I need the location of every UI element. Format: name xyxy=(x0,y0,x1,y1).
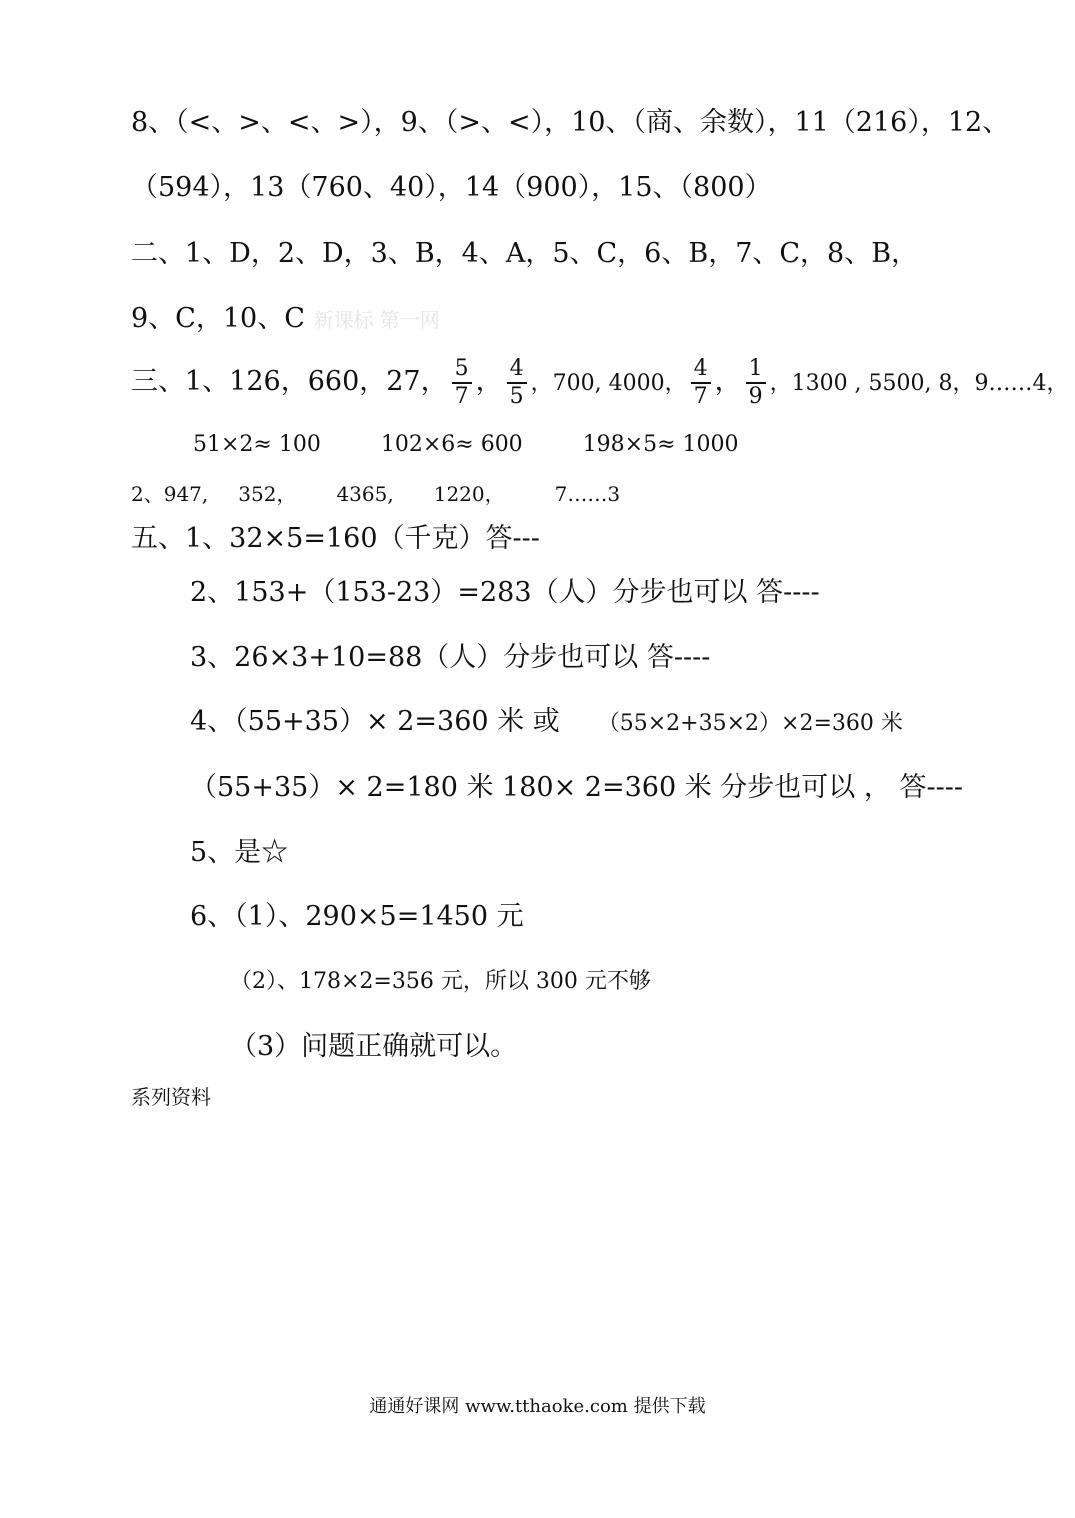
answer-line-word-6-2: （2）、178×2=356 元，所以 300 元不够 xyxy=(230,969,651,994)
estimation-line xyxy=(193,428,739,462)
estimate-2: 102×6≈ 600 xyxy=(380,432,523,457)
answer-line-word-4 xyxy=(190,705,903,741)
answer-line-fill-cont: （594），13（760、40），14（900），15、（800） xyxy=(131,172,772,203)
answer-line-word-5: 5、是☆ xyxy=(190,837,289,868)
value-3: 4365, xyxy=(336,482,394,506)
calc-text-a: 三、1、126，660，27， xyxy=(131,366,448,397)
page-footer: 通通好课网 www.tthaoke.com 提供下载 xyxy=(369,1396,706,1417)
word-4-text-a: 4、（55+35）× 2=360 米 或 xyxy=(190,706,560,737)
answer-line-fill-8-15: 8、（<、>、<、>），9、（>、<），10、（商、余数），11（216），12、 xyxy=(131,107,1010,138)
estimate-1: 51×2≈ 100 xyxy=(193,432,321,457)
answer-line-word-1: 五、1、32×5=160（千克）答--- xyxy=(131,523,540,554)
series-label: 系列资料 xyxy=(131,1085,211,1109)
answer-line-choice-cont xyxy=(131,302,440,337)
calc-text-b: ，700, 4000， xyxy=(530,371,687,396)
answer-line-choice: 二、1、D，2、D，3、B，4、A，5、C，6、B，7、C，8、B， xyxy=(131,238,919,269)
fraction-4-7: $\frac{4}{7}$ xyxy=(691,356,711,410)
fraction-4-5: $\frac{4}{5}$ xyxy=(507,356,527,410)
value-2: 352， xyxy=(238,482,297,506)
value-5: 7……3 xyxy=(554,482,621,506)
word-4-text-b: （55×2+35×2）×2=360 米 xyxy=(597,711,903,736)
value-4: 1220， xyxy=(433,482,505,506)
fraction-5-7: $\frac{5}{7}$ xyxy=(452,356,472,410)
answer-line-2 xyxy=(131,477,620,511)
choice-cont-text: 9、C，10、C xyxy=(131,303,305,334)
estimate-3: 198×5≈ 1000 xyxy=(582,432,739,457)
answer-line-word-2: 2、153+（153-23）=283（人）分步也可以 答---- xyxy=(190,577,820,608)
value-1: 2、947, xyxy=(131,482,209,506)
calc-sep-1: ， xyxy=(475,366,503,397)
watermark-text: 新课标 第一网 xyxy=(313,308,440,332)
answer-line-word-3: 3、26×3+10=88（人）分步也可以 答---- xyxy=(190,642,711,673)
answer-line-word-6: 6、（1）、290×5=1450 元 xyxy=(190,901,524,932)
answer-line-calc xyxy=(131,352,1069,414)
calc-sep-2: ， xyxy=(714,366,742,397)
calc-text-c: ，1300 , 5500, 8，9……4， xyxy=(769,371,1069,396)
answer-line-word-6-3: （3）问题正确就可以。 xyxy=(230,1031,518,1062)
fraction-1-9: $\frac{1}{9}$ xyxy=(746,356,766,410)
answer-line-word-4-alt: （55+35）× 2=180 米 180× 2=360 米 分步也可以 ， 答---- xyxy=(190,772,963,803)
